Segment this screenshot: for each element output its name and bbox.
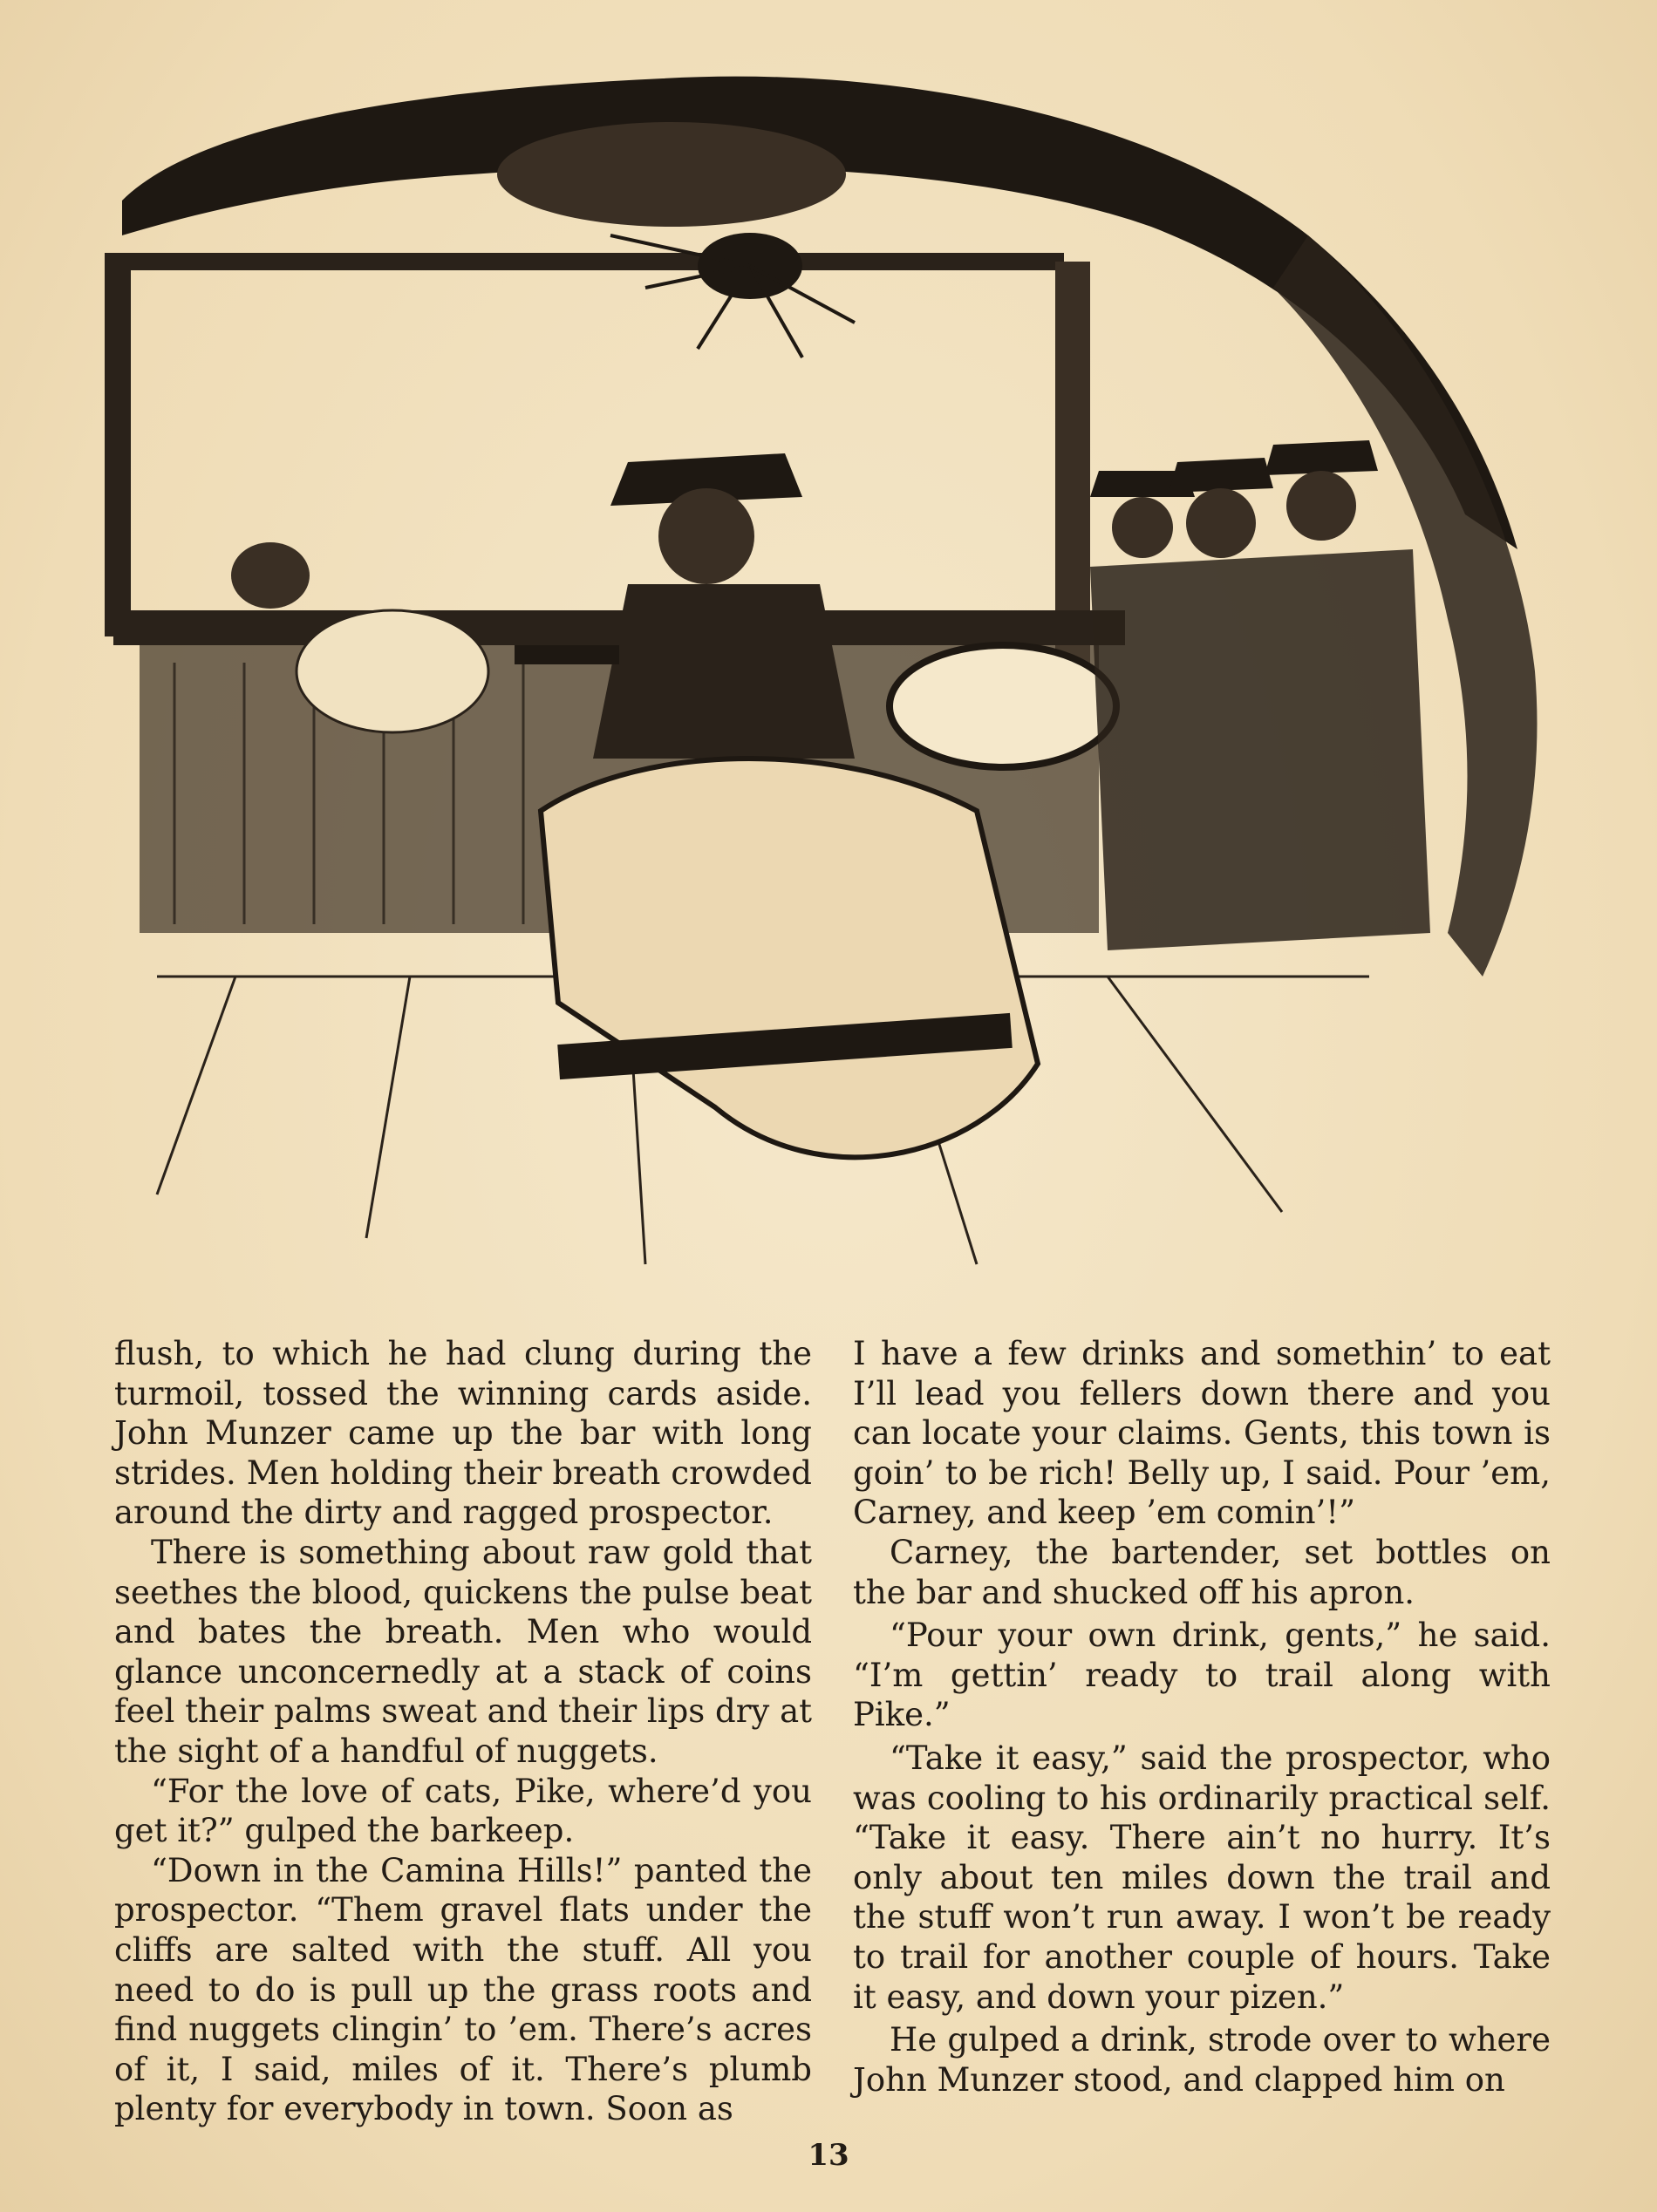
saloon-gunfight-illustration <box>105 61 1570 1299</box>
left-text-column <box>114 1334 812 2129</box>
gunman-body <box>593 584 855 759</box>
paragraph: flush, to which he had clung during the turmoil, tossed the winning cards aside. John Munzer came up the bar with long strides. Men holding their breath crowded around the dirty and ragged prospector. <box>114 1335 812 1532</box>
right-text-column <box>853 1334 1551 2100</box>
paragraph: “Pour your own drink, gents,” he said. “I’m gettin’ ready to trail along with Pike.” <box>853 1616 1551 1734</box>
paragraph: He gulped a drink, strode over to where John Munzer stood, and clapped him on <box>853 2021 1551 2099</box>
gunman-revolver <box>515 645 619 664</box>
paragraph: “Take it easy,” said the prospector, who was cooling to his ordinarily practical self. “Take it easy. There ain’t no hurry. It’s only about ten miles down the trail and the stuff won’t run away. I won’t be ready to trail for another couple of hours. Take it easy, and down your pizen.” <box>853 1739 1551 2016</box>
illustration-drawing <box>105 61 1570 1299</box>
page-number: 13 <box>808 2138 849 2173</box>
hanging-lamp-shade <box>497 122 846 227</box>
back-wall-beam <box>105 253 1064 270</box>
onlookers-group <box>1090 440 1430 950</box>
foreground-hat <box>890 645 1116 767</box>
paragraph: “For the love of cats, Pike, where’d you get it?” gulped the barkeep. <box>114 1772 812 1850</box>
paragraph: “Down in the Camina Hills!” panted the prospector. “Them gravel flats under the cliffs are salted with the stuff. All you need to do is pull up the grass roots and find nuggets clingin’ to ’em. There’s acres of it, I said, miles of it. There’s plumb plenty for everybody in town. Soon as <box>114 1851 812 2128</box>
gunman-head <box>658 488 754 584</box>
gun-smoke-cloud <box>297 610 488 732</box>
left-post <box>105 270 131 636</box>
paragraph: There is something about raw gold that seethes the blood, quickens the pulse beat and bates the breath. Men who would glance unconcernedly at a stack of coins feel their palms sweat and their lips dry at the sight of a handful of nuggets. <box>114 1533 812 1770</box>
slumped-man-head <box>231 542 310 609</box>
paragraph: I have a few drinks and somethin’ to eat I’ll lead you fellers down there and you can locate your claims. Gents, this town is goin’ to be rich! Belly up, I said. Pour ’em, Carney, and keep ’em comin’!” <box>853 1335 1551 1532</box>
foreground-figure-coat <box>541 759 1038 1157</box>
paragraph: Carney, the bartender, set bottles on the bar and shucked off his apron. <box>853 1533 1551 1611</box>
